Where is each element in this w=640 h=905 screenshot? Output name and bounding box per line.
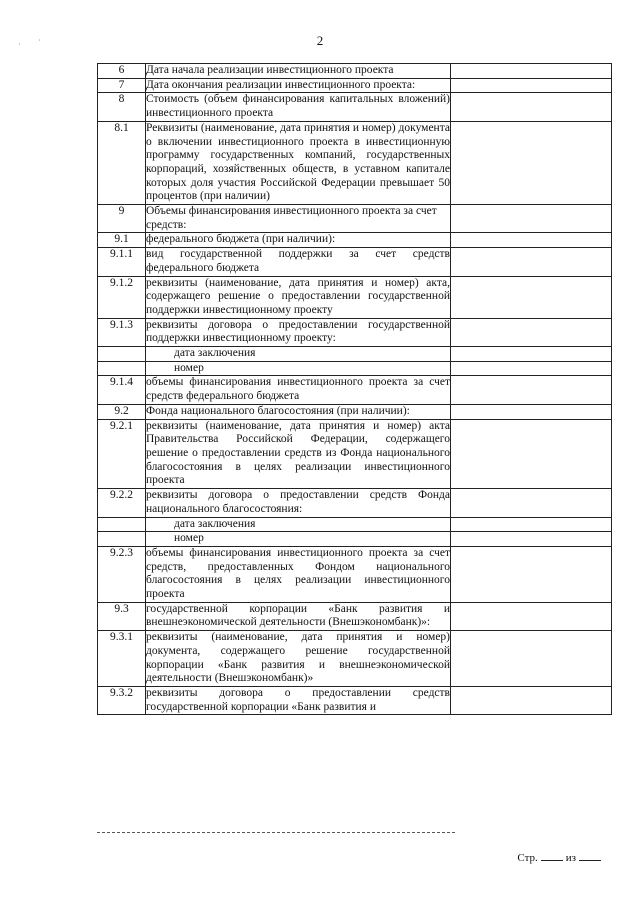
row-description: дата заключения bbox=[146, 347, 451, 362]
form-row bbox=[98, 686, 612, 714]
page-blank-field[interactable] bbox=[541, 860, 563, 861]
row-description: реквизиты (наименование, дата принятия и номер) документа, содержащего решение государственной корпорации «Банк развития и внешнеэкономической деятельности (Внешэкономбанк)» bbox=[146, 631, 451, 687]
row-number: 7 bbox=[98, 78, 146, 93]
row-description: Дата начала реализации инвестиционного проекта bbox=[146, 64, 451, 79]
row-description: реквизиты договора о предоставлении средств Фонда национального благосостояния: bbox=[146, 489, 451, 517]
row-number: 9.3.2 bbox=[98, 686, 146, 714]
row-number: 9 bbox=[98, 205, 146, 233]
form-row bbox=[98, 361, 612, 376]
row-value-field[interactable] bbox=[451, 276, 612, 318]
row-description: реквизиты договора о предоставлении средств государственной корпорации «Банк развития и bbox=[146, 686, 451, 714]
row-description: объемы финансирования инвестиционного проекта за счет средств федерального бюджета bbox=[146, 376, 451, 404]
form-row bbox=[98, 419, 612, 489]
row-value-field[interactable] bbox=[451, 205, 612, 233]
row-value-field[interactable] bbox=[451, 686, 612, 714]
row-description: вид государственной поддержки за счет средств федерального бюджета bbox=[146, 248, 451, 276]
row-value-field[interactable] bbox=[451, 248, 612, 276]
form-row bbox=[98, 631, 612, 687]
form-row bbox=[98, 532, 612, 547]
row-value-field[interactable] bbox=[451, 64, 612, 79]
row-description: реквизиты (наименование, дата принятия и номер) акта Правительства Российской Федерации, содержащего решение о предоставлении средств из Фонда национального благосостояния в целях реализации инвестиционного проекта bbox=[146, 419, 451, 489]
row-value-field[interactable] bbox=[451, 602, 612, 630]
form-row bbox=[98, 276, 612, 318]
scan-speck: · bbox=[18, 40, 21, 49]
row-description: дата заключения bbox=[146, 517, 451, 532]
row-description: объемы финансирования инвестиционного проекта за счет средств, предоставленных Фондом национального благосостояния в целях реализации инвестиционного проекта bbox=[146, 546, 451, 602]
row-number: 9.1.4 bbox=[98, 376, 146, 404]
row-value-field[interactable] bbox=[451, 532, 612, 547]
row-value-field[interactable] bbox=[451, 546, 612, 602]
investment-project-form-table bbox=[97, 63, 612, 715]
row-number: 9.1.3 bbox=[98, 318, 146, 346]
row-number: 8 bbox=[98, 93, 146, 121]
row-description: номер bbox=[146, 532, 451, 547]
row-description: государственной корпорации «Банк развития и внешнеэкономической деятельности (Внешэкономбанк)»: bbox=[146, 602, 451, 630]
row-number: 8.1 bbox=[98, 121, 146, 204]
row-value-field[interactable] bbox=[451, 347, 612, 362]
page-number: 2 bbox=[316, 33, 324, 48]
form-row bbox=[98, 489, 612, 517]
row-number: 9.2.3 bbox=[98, 546, 146, 602]
form-row bbox=[98, 121, 612, 204]
row-value-field[interactable] bbox=[451, 489, 612, 517]
row-value-field[interactable] bbox=[451, 631, 612, 687]
row-number: 9.1.1 bbox=[98, 248, 146, 276]
row-description: реквизиты договора о предоставлении государственной поддержки инвестиционному проекту: bbox=[146, 318, 451, 346]
form-row bbox=[98, 233, 612, 248]
form-row bbox=[98, 376, 612, 404]
row-description: Дата окончания реализации инвестиционного проекта: bbox=[146, 78, 451, 93]
row-description: номер bbox=[146, 361, 451, 376]
form-row bbox=[98, 248, 612, 276]
row-value-field[interactable] bbox=[451, 517, 612, 532]
row-number bbox=[98, 347, 146, 362]
form-row bbox=[98, 78, 612, 93]
footer-page-label: Стр. bbox=[517, 852, 538, 864]
row-value-field[interactable] bbox=[451, 78, 612, 93]
form-row bbox=[98, 347, 612, 362]
row-value-field[interactable] bbox=[451, 404, 612, 419]
page-footer bbox=[517, 852, 604, 864]
row-description: реквизиты (наименование, дата принятия и номер) акта, содержащего решение о предоставлении государственной поддержки инвестиционному проекту bbox=[146, 276, 451, 318]
row-value-field[interactable] bbox=[451, 318, 612, 346]
row-number: 9.1.2 bbox=[98, 276, 146, 318]
footer-of-label: из bbox=[565, 852, 576, 864]
row-description: федерального бюджета (при наличии): bbox=[146, 233, 451, 248]
form-row bbox=[98, 64, 612, 79]
row-number bbox=[98, 532, 146, 547]
form-table-body bbox=[98, 64, 612, 715]
row-number: 9.3 bbox=[98, 602, 146, 630]
row-number: 9.1 bbox=[98, 233, 146, 248]
row-number bbox=[98, 361, 146, 376]
form-row bbox=[98, 517, 612, 532]
row-number bbox=[98, 517, 146, 532]
form-row bbox=[98, 318, 612, 346]
row-value-field[interactable] bbox=[451, 233, 612, 248]
row-number: 9.2.2 bbox=[98, 489, 146, 517]
row-description: Фонда национального благосостояния (при наличии): bbox=[146, 404, 451, 419]
form-row bbox=[98, 546, 612, 602]
total-pages-blank-field[interactable] bbox=[579, 860, 601, 861]
row-number: 9.2.1 bbox=[98, 419, 146, 489]
row-value-field[interactable] bbox=[451, 376, 612, 404]
row-number: 6 bbox=[98, 64, 146, 79]
form-row bbox=[98, 205, 612, 233]
row-value-field[interactable] bbox=[451, 419, 612, 489]
row-number: 9.2 bbox=[98, 404, 146, 419]
form-row bbox=[98, 404, 612, 419]
row-number: 9.3.1 bbox=[98, 631, 146, 687]
row-value-field[interactable] bbox=[451, 121, 612, 204]
form-row bbox=[98, 93, 612, 121]
row-description: Объемы финансирования инвестиционного проекта за счет средств: bbox=[146, 205, 451, 233]
row-value-field[interactable] bbox=[451, 93, 612, 121]
form-row bbox=[98, 602, 612, 630]
row-value-field[interactable] bbox=[451, 361, 612, 376]
scan-speck: · bbox=[38, 36, 41, 45]
page-cut-line bbox=[97, 832, 455, 833]
row-description: Реквизиты (наименование, дата принятия и номер) документа о включении инвестиционного проекта в инвестиционную программу государственных компаний, государственных корпораций, хозяйственных обществ, в уставном капитале которых доля участия Российской Федерации превышает 50 процентов (при наличии) bbox=[146, 121, 451, 204]
row-description: Стоимость (объем финансирования капитальных вложений) инвестиционного проекта bbox=[146, 93, 451, 121]
